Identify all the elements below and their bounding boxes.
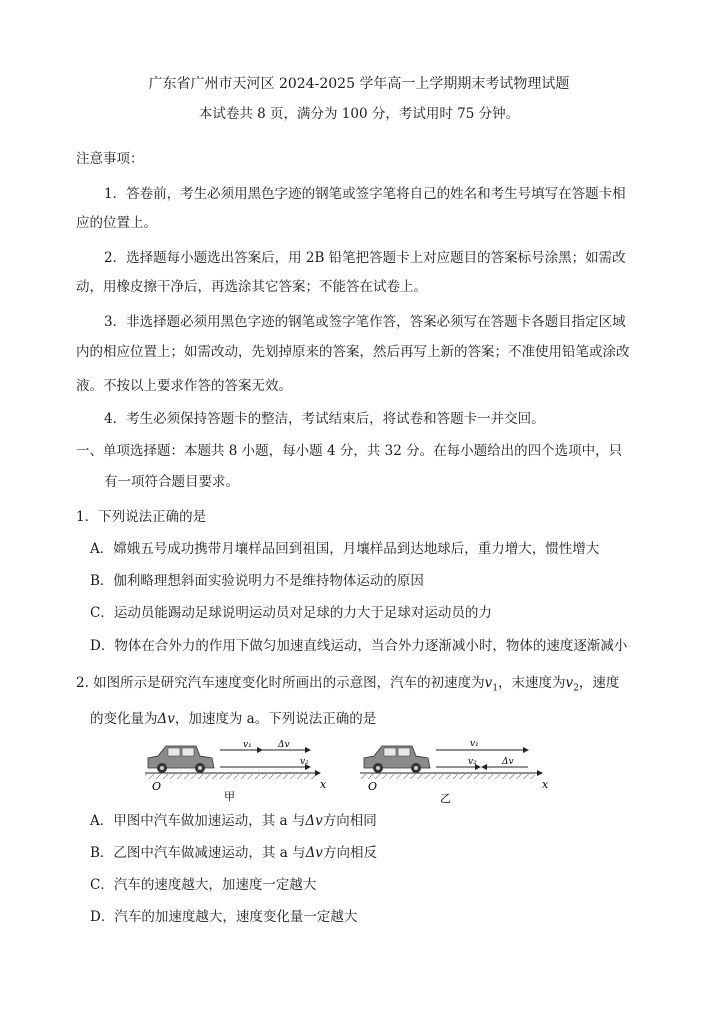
question-2-option-c [90, 875, 316, 895]
origin-label-right: O [368, 780, 378, 793]
question-2-stem-line-2 [90, 709, 376, 729]
option-d-text: D．汽车的加速度越大，速度变化量一定越大 [90, 909, 358, 925]
question-1-stem: 1．下列说法正确的是 [76, 509, 207, 525]
ground-hatch-right [360, 774, 535, 779]
v1-symbol: v [484, 675, 493, 691]
v1-subscript: 1 [492, 683, 499, 694]
caption-jia: 甲 [224, 790, 235, 803]
caption-yi: 乙 [440, 792, 451, 805]
question-2-option-d [90, 907, 357, 927]
v2-subscript: 2 [573, 683, 579, 694]
section-heading: 一、单项选择题：本题共 8 小题，每小题 4 分，共 32 分。在每小题给出的四个选项中，只 [76, 443, 623, 459]
notice-item-3-line-3: 液。不按以上要求作答的答案无效。 [76, 378, 292, 394]
page-title: 广东省广州市天河区 2024-2025 学年高一上学期期末考试物理试题 [148, 76, 570, 92]
option-b-post: 方向相反 [322, 845, 377, 861]
notice-item-2-line-2: 动，用橡皮擦干净后，再选涂其它答案；不能答在试卷上。 [76, 279, 427, 295]
notice-heading: 注意事项： [76, 151, 144, 167]
notice-item-2-line-1: 2．选择题每小题选出答案后，用 2B 铅笔把答题卡上对应题目的答案标号涂黑；如需改 [104, 250, 626, 266]
option-b-delta-v: Δv [305, 845, 323, 861]
question-2-stem-line-1 [76, 673, 619, 699]
option-b-pre: B．乙图中汽车做减速运动，其 a 与 [90, 845, 306, 861]
v1-label-right: v₁ [470, 739, 479, 749]
question-1-option-d: D．物体在合外力的作用下做匀加速直线运动，当合外力逐渐减小时，物体的速度逐渐减小 [90, 638, 628, 654]
notice-item-1-line-2: 应的位置上。 [76, 215, 157, 231]
v2-label-right: v₂ [468, 757, 477, 767]
notice-item-1-line-1: 1．答卷前，考生必须用黑色字迹的钢笔或签字笔将自己的姓名和考生号填写在答题卡相 [104, 186, 626, 202]
dv-label-right: Δv [502, 757, 514, 767]
stem-text-a: 2. 如图所示是研究汽车速度变化时所画出的示意图，汽车的初速度为 [76, 675, 485, 691]
stem2-text-a: 的变化量为 [90, 711, 158, 727]
stem-text-b: ，末速度为 [498, 675, 566, 691]
stem2-text-b: ，加速度为 a。下列说法正确的是 [174, 711, 377, 727]
x-label-right: x [542, 778, 549, 791]
stem-text-c: ，速度 [578, 675, 620, 691]
question-2-option-b [90, 843, 377, 863]
notice-item-4-line-1: 4．考生必须保持答题卡的整洁，考试结束后，将试卷和答题卡一并交回。 [104, 411, 545, 427]
notice-item-3-line-1: 3．非选择题必须用黑色字迹的钢笔或签字笔作答，答案必须写在答题卡各题目指定区域 [104, 314, 626, 330]
dv-label-left: Δv [278, 740, 290, 750]
car-icon [148, 746, 214, 773]
figure-left [145, 740, 327, 803]
delta-v-symbol: Δv [157, 711, 175, 727]
section-heading-line-2: 有一项符合题目要求。 [104, 474, 239, 490]
option-a-pre: A．甲图中汽车做加速运动，其 a 与 [90, 813, 306, 829]
x-label-left: x [320, 778, 327, 791]
v2-symbol: v [565, 675, 574, 691]
car-velocity-figure [140, 738, 560, 808]
option-a-post: 方向相同 [322, 813, 377, 829]
question-2-option-a [90, 811, 377, 831]
v1-label-left: v₁ [243, 740, 252, 750]
v2-label-left: v₂ [300, 757, 309, 767]
origin-label-left: O [152, 780, 162, 793]
figure-right [360, 739, 549, 805]
ground-hatch-left [145, 774, 315, 779]
option-c-text: C．汽车的速度越大，加速度一定越大 [90, 877, 317, 893]
car-icon [364, 746, 430, 773]
option-a-delta-v: Δv [305, 813, 323, 829]
notice-item-3-line-2: 内的相应位置上；如需改动，先划掉原来的答案，然后再写上新的答案；不准使用铅笔或涂改 [76, 344, 630, 360]
question-1-option-b: B．伽利略理想斜面实验说明力不是维持物体运动的原因 [90, 573, 424, 589]
question-1-option-a: A．嫦娥五号成功携带月壤样品回到祖国，月壤样品到达地球后，重力增大，惯性增大 [90, 541, 600, 557]
question-1-option-c: C．运动员能踢动足球说明运动员对足球的力大于足球对运动员的力 [90, 605, 492, 621]
page-subtitle: 本试卷共 8 页，满分为 100 分，考试用时 75 分钟。 [198, 106, 520, 122]
